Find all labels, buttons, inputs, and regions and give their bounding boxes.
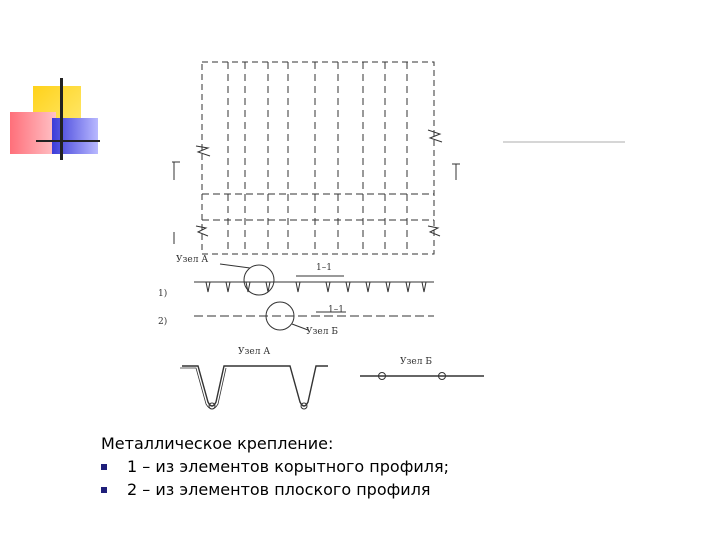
- decor-horizontal-line: [36, 140, 100, 142]
- caption-title: Металлическое крепление:: [101, 434, 334, 453]
- label-row-1: 1): [158, 289, 168, 299]
- decor-right-rule: [503, 141, 625, 143]
- decor-vertical-line: [60, 78, 63, 160]
- caption-item: [101, 455, 661, 478]
- trough-profile-detail: [182, 366, 328, 406]
- caption-item: [101, 478, 661, 501]
- label-node-b-detail: Узел Б: [400, 357, 432, 367]
- technical-drawing: [120, 50, 500, 420]
- caption-item-text: 2 – из элементов плоского профиля: [127, 480, 431, 499]
- decor-blue-square: [52, 118, 98, 154]
- break-mark-left: [196, 146, 210, 156]
- label-node-a-top: Узел А: [176, 255, 209, 265]
- label-section-1-1-top: 1–1: [316, 263, 332, 273]
- label-row-2: 2): [158, 317, 168, 327]
- caption-item-text: 1 – из элементов корытного профиля;: [127, 457, 450, 476]
- label-node-a-detail: Узел А: [238, 347, 271, 357]
- bullet-square-icon: [101, 464, 107, 470]
- node-a-leader: [220, 264, 250, 268]
- decor-red-square: [10, 112, 56, 154]
- label-node-b-row: Узел Б: [306, 327, 338, 337]
- plan-outline: [202, 62, 434, 254]
- caption-block: [101, 432, 661, 501]
- drawing-svg: [120, 50, 500, 420]
- node-a-callout: [244, 265, 274, 295]
- bullet-square-icon: [101, 487, 107, 493]
- row-1-profile-teeth: [206, 282, 426, 292]
- break-mark-right: [428, 130, 442, 142]
- label-section-1-1-bottom: 1–1: [328, 305, 344, 315]
- plan-view: [172, 62, 460, 254]
